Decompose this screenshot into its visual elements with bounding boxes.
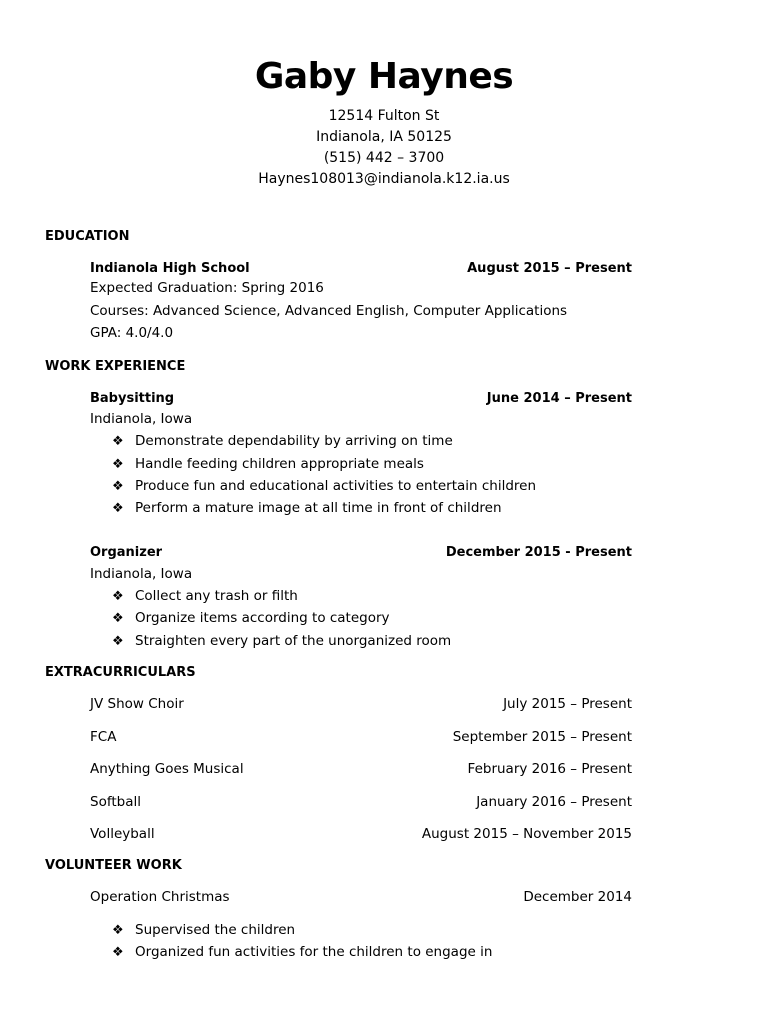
job-bullet-text: Collect any trash or filth [135, 588, 298, 604]
extracurricular-item [90, 759, 632, 779]
contact-block [0, 106, 768, 190]
volunteer-bullet-text: Supervised the children [135, 922, 296, 938]
extracurricular-item [90, 792, 632, 812]
email: Haynes108013@indianola.k12.ia.us [258, 171, 510, 187]
job-bullet [112, 478, 536, 494]
phone: (515) 442 – 3700 [323, 150, 445, 166]
diamond-bullet-icon: ❖ [112, 610, 124, 626]
diamond-bullet-icon: ❖ [112, 456, 124, 472]
section-title-volunteer: VOLUNTEER WORK [45, 858, 182, 873]
activity-name: Volleyball [90, 826, 155, 842]
address: 12514 Fulton St [328, 108, 440, 124]
section-title-work: WORK EXPERIENCE [45, 359, 186, 374]
job-bullet [112, 500, 502, 516]
volunteer-bullet [112, 922, 295, 938]
volunteer-dates: December 2014 [523, 889, 632, 905]
section-title-extracurriculars: EXTRACURRICULARS [45, 665, 196, 680]
activity-dates: February 2016 – Present [467, 761, 632, 777]
diamond-bullet-icon: ❖ [112, 922, 124, 938]
diamond-bullet-icon: ❖ [112, 588, 124, 604]
activity-name: Softball [90, 794, 141, 810]
diamond-bullet-icon: ❖ [112, 633, 124, 649]
activity-dates: January 2016 – Present [476, 794, 632, 810]
job-bullet-text: Organize items according to category [135, 610, 390, 626]
diamond-bullet-icon: ❖ [112, 944, 124, 960]
volunteer-name: Operation Christmas [90, 889, 230, 905]
education-line: Expected Graduation: Spring 2016 [90, 280, 324, 296]
job-bullet-text: Produce fun and educational activities to entertain children [135, 478, 537, 494]
volunteer-entry [90, 887, 632, 907]
job-location: Indianola, Iowa [90, 566, 193, 582]
section-title-education: EDUCATION [45, 229, 130, 244]
activity-name: FCA [90, 729, 117, 745]
education-line: GPA: 4.0/4.0 [90, 325, 174, 341]
volunteer-bullet-text: Organized fun activities for the children to engage in [135, 944, 493, 960]
job-bullet [112, 588, 298, 604]
job-bullet [112, 433, 453, 449]
city-state-zip: Indianola, IA 50125 [316, 129, 452, 145]
job-location: Indianola, Iowa [90, 411, 193, 427]
extracurricular-item [90, 727, 632, 747]
diamond-bullet-icon: ❖ [112, 500, 124, 516]
job-dates: December 2015 - Present [445, 544, 632, 560]
education-entry [90, 258, 632, 278]
job-bullet [112, 456, 424, 472]
activity-name: JV Show Choir [90, 696, 184, 712]
education-line: Courses: Advanced Science, Advanced English, Computer Applications [90, 303, 568, 319]
job-bullet-text: Perform a mature image at all time in front of children [135, 500, 502, 516]
diamond-bullet-icon: ❖ [112, 478, 124, 494]
extracurricular-item [90, 694, 632, 714]
activity-dates: September 2015 – Present [452, 729, 632, 745]
activity-dates: July 2015 – Present [503, 696, 632, 712]
job-role: Babysitting [90, 390, 175, 406]
job-entry [90, 542, 632, 562]
resume-name: Gaby Haynes [254, 56, 514, 97]
extracurricular-item [90, 824, 632, 844]
job-entry [90, 388, 632, 408]
school-name: Indianola High School [90, 260, 250, 276]
volunteer-bullet [112, 944, 492, 960]
activity-dates: August 2015 – November 2015 [421, 826, 632, 842]
job-bullet-text: Handle feeding children appropriate meals [135, 456, 424, 472]
job-bullet-text: Straighten every part of the unorganized room [135, 633, 452, 649]
diamond-bullet-icon: ❖ [112, 433, 124, 449]
activity-name: Anything Goes Musical [90, 761, 244, 777]
job-bullet-text: Demonstrate dependability by arriving on time [135, 433, 453, 449]
job-dates: June 2014 – Present [486, 390, 632, 406]
job-bullet [112, 610, 390, 626]
job-bullet [112, 633, 451, 649]
job-role: Organizer [90, 544, 163, 560]
school-dates: August 2015 – Present [467, 260, 632, 276]
